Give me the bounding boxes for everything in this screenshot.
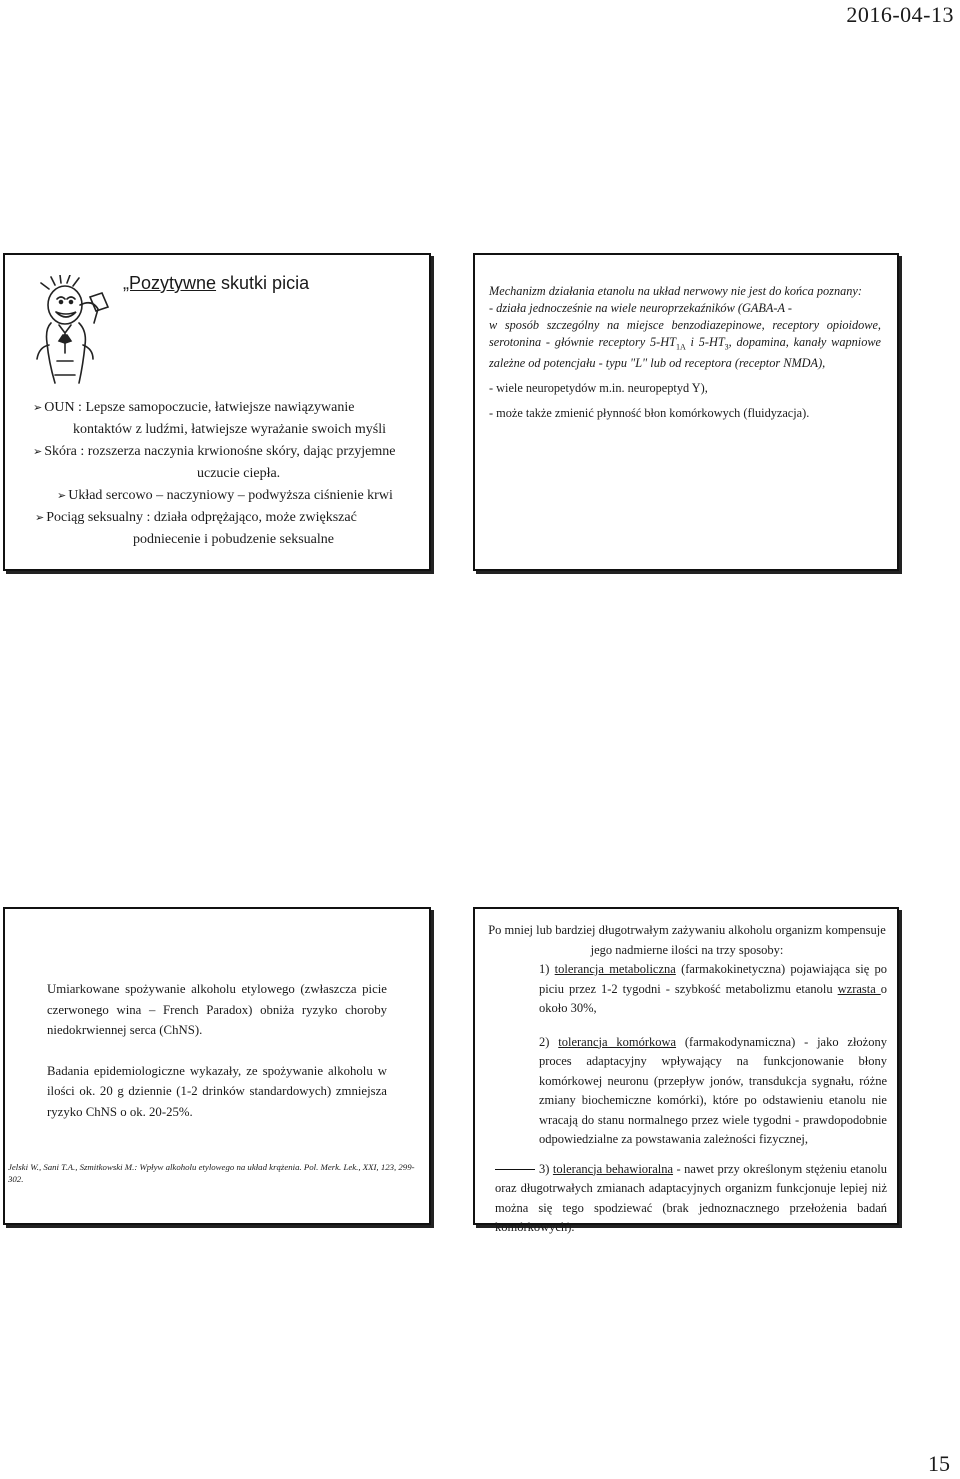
- blank-underline: [495, 1169, 535, 1170]
- slide2-paragraph-2: - wiele neuropetydów m.in. neuropeptyd Y),: [489, 381, 708, 396]
- slide4-item-3: 3) tolerancja behawioralna - nawet przy określonym stężeniu etanolu oraz długotrwałych zmianach adaptacyjnych organizm funkcjonuje lepiej niż można się tego spodziewać (brak jednoznacznego przełożenia badań komórkowych).: [495, 1161, 887, 1234]
- slide3-paragraph-1: Umiarkowane spożywanie alkoholu etylowego (zwłaszcza picie czerwonego wina – French Paradox) obniża ryzyko choroby niedokrwiennej serca (ChNS).: [47, 982, 387, 1037]
- slide1-line-7: podniecenie i pobudzenie seksualne: [133, 532, 334, 547]
- slide2-paragraph-3: - może także zmienić płynność błon komórkowych (fluidyzacja).: [489, 406, 810, 421]
- arrow-bullet-icon: ➢: [57, 489, 67, 502]
- slide1-title-underlined: „Pozytywne: [123, 273, 217, 293]
- arrow-bullet-icon: ➢: [35, 511, 45, 524]
- slide3-body: [47, 979, 387, 1122]
- slide1-title: [123, 273, 309, 294]
- slide1-line-6: ➢ Pociąg seksualny : działa odprężająco, może zwiększać: [35, 510, 357, 525]
- arrow-bullet-icon: ➢: [33, 401, 43, 414]
- slide3-paragraph-2: Badania epidemiologiczne wykazały, ze spożywanie alkoholu w ilości ok. 20 g dziennie (1-2 drinków standardowych) zmniejsza ryzyko ChNS o ok. 20-25%.: [47, 1063, 387, 1119]
- arrow-bullet-icon: ➢: [33, 445, 43, 458]
- slide2-intro: Mechanizm działania etanolu na układ nerwowy nie jest do końca poznany:: [489, 284, 862, 298]
- slide-positive-effects: [3, 253, 431, 571]
- slide1-line-2: kontaktów z ludźmi, łatwiejsze wyrażanie swoich myśli: [73, 422, 386, 437]
- slide2-body: [489, 283, 881, 422]
- slide4-body: [487, 921, 887, 1238]
- slide1-body: [19, 397, 423, 551]
- slide1-line-5: ➢ Układ sercowo – naczyniowy – podwyższa ciśnienie krwi: [57, 488, 393, 503]
- slide1-line-1: ➢ OUN : Lepsze samopoczucie, łatwiejsze nawiązywanie: [33, 400, 355, 415]
- slide4-intro: Po mniej lub bardziej długotrwałym zażywaniu alkoholu organizm kompensuje jego nadmierne ilości na trzy sposoby:: [488, 923, 886, 957]
- slide1-line-4: uczucie ciepła.: [197, 466, 281, 481]
- slide-moderate-drinking: [3, 907, 431, 1225]
- slide1-title-rest: skutki picia: [216, 273, 310, 293]
- slide3-reference: Jelski W., Sani T.A., Szmitkowski M.: Wpływ alkoholu etylowego na układ krążenia. Pol. Merk. Lek., XXI, 123, 299-302.: [8, 1162, 415, 1184]
- slide-tolerance: [473, 907, 899, 1234]
- page-number: 15: [928, 1451, 950, 1476]
- slide4-item-2: 2) tolerancja komórkowa (farmakodynamiczna) - jako złożony proces adaptacyjny wpływający na funkcjonowanie błony komórkowej neuronu (przepływ jonów, transdukcja sygnału, różne zmiany biochemiczne komórki), które po odstawieniu etanolu nie wracają do stanu normalnego przez wiele tygodni - prawdopodobnie odpowiedzialne za powstawania zależności fizycznej,: [539, 1034, 887, 1146]
- slide2-paragraph-1: - działa jednocześnie na wiele neuroprzekaźników (GABA-A - w sposób szczególny na miejsce benzodiazepinowe, receptory opioidowe, serotonina - głównie receptory $5-HT_{1A}$ i $5-HT_3$, dopamina, kanały wapniowe zależne od potencjału - typu "L" lub od receptora (receptor NMDA),: [489, 301, 882, 371]
- drinking-man-cartoon-icon: [35, 275, 113, 387]
- page-date: 2016-04-13: [846, 2, 954, 27]
- slide1-line-3: ➢ Skóra : rozszerza naczynia krwionośne skóry, dając przyjemne: [33, 444, 396, 459]
- slide-mechanism: [473, 253, 899, 571]
- slide4-item-1: 1) tolerancja metaboliczna (farmakokinetyczna) pojawiająca się po piciu przez 1-2 tygodni - szybkość metabolizmu etanolu wzrasta o około 30%,: [539, 962, 888, 1015]
